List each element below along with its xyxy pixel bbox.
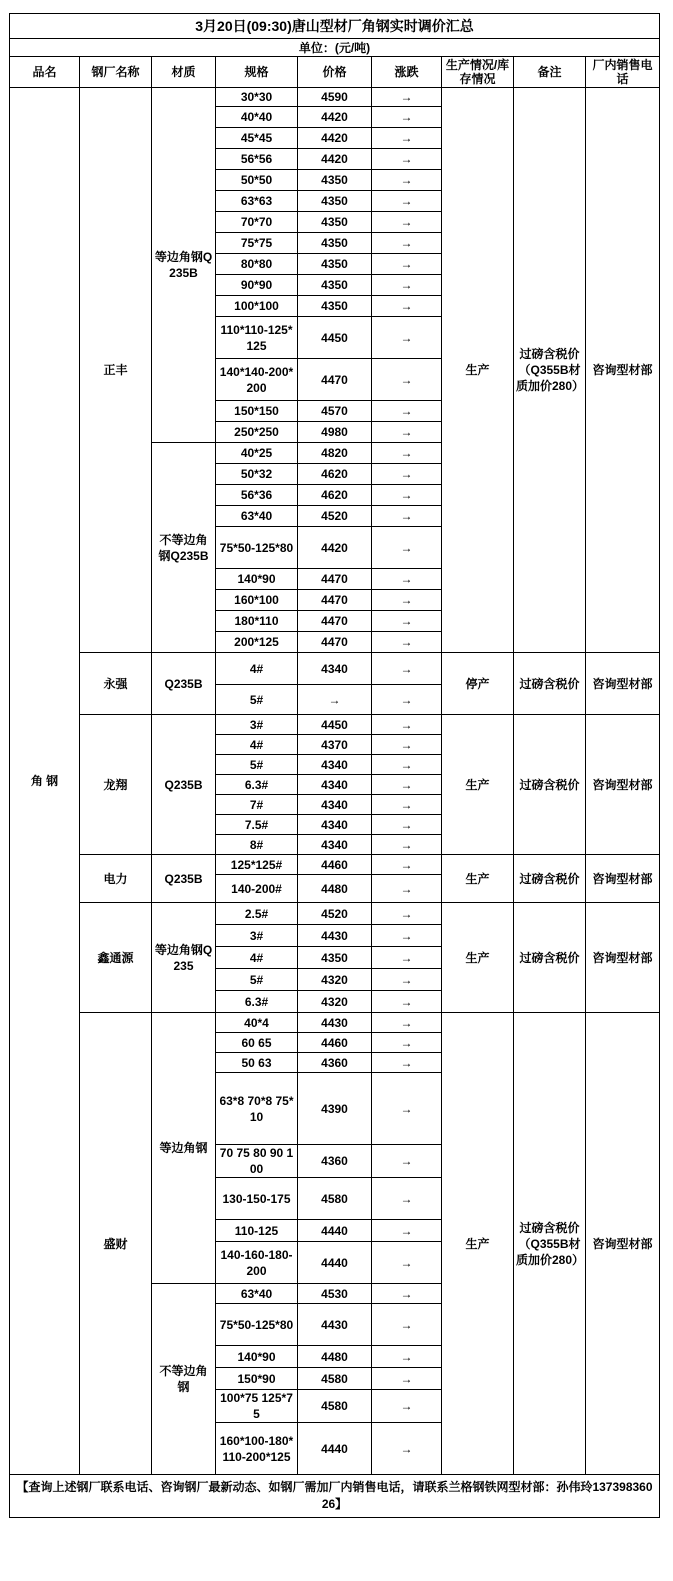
table-row (10, 715, 660, 735)
material-cell: Q235B (152, 715, 216, 855)
status-cell: 生产 (442, 903, 514, 1013)
material-cell: 等边角钢Q235B (152, 88, 216, 443)
change-cell: → (372, 275, 442, 296)
material-cell: 等边角钢Q235 (152, 903, 216, 1013)
product-name-cell: 角 钢 (10, 88, 80, 1475)
price-cell: 4440 (298, 1423, 372, 1475)
spec-cell: 125*125# (216, 855, 298, 875)
change-cell: → (372, 359, 442, 401)
change-cell: → (372, 1346, 442, 1368)
change-cell: → (372, 317, 442, 359)
table-row (10, 653, 660, 685)
spec-cell: 70*70 (216, 212, 298, 233)
price-cell: 4420 (298, 149, 372, 170)
price-cell: 4350 (298, 170, 372, 191)
spec-cell: 150*90 (216, 1368, 298, 1390)
material-cell: 不等边角钢Q235B (152, 443, 216, 653)
price-cell: 4440 (298, 1242, 372, 1284)
price-cell: 4360 (298, 1145, 372, 1178)
change-cell: → (372, 795, 442, 815)
change-cell: → (372, 775, 442, 795)
spec-cell: 50*50 (216, 170, 298, 191)
change-cell: → (372, 685, 442, 715)
price-cell: 4460 (298, 1033, 372, 1053)
spec-cell: 56*36 (216, 485, 298, 506)
spec-cell: 140*90 (216, 569, 298, 590)
change-cell: → (372, 755, 442, 775)
material-cell: 不等边角钢 (152, 1284, 216, 1475)
change-cell: → (372, 1178, 442, 1220)
spec-cell: 50 63 (216, 1053, 298, 1073)
change-cell: → (372, 128, 442, 149)
price-cell: 4340 (298, 653, 372, 685)
price-cell: 4370 (298, 735, 372, 755)
price-cell: 4350 (298, 191, 372, 212)
spec-cell: 8# (216, 835, 298, 855)
change-cell: → (372, 1145, 442, 1178)
price-cell: 4440 (298, 1220, 372, 1242)
table-row (10, 1013, 660, 1033)
price-cell: 4480 (298, 875, 372, 903)
price-cell: 4580 (298, 1178, 372, 1220)
change-cell: → (372, 855, 442, 875)
header-price: 价格 (298, 57, 372, 88)
phone-cell: 咨询型材部 (586, 88, 660, 653)
spec-cell: 160*100 (216, 590, 298, 611)
change-cell: → (372, 590, 442, 611)
spec-cell: 75*50-125*80 (216, 1304, 298, 1346)
change-cell: → (372, 632, 442, 653)
remark-cell: 过磅含税价 (514, 903, 586, 1013)
header-material: 材质 (152, 57, 216, 88)
price-cell: 4390 (298, 1073, 372, 1145)
spec-cell: 140-200# (216, 875, 298, 903)
mill-name-cell: 正丰 (80, 88, 152, 653)
price-cell: → (298, 685, 372, 715)
price-cell: 4350 (298, 947, 372, 969)
price-cell: 4820 (298, 443, 372, 464)
change-cell: → (372, 1033, 442, 1053)
spec-cell: 40*40 (216, 107, 298, 128)
change-cell: → (372, 254, 442, 275)
price-cell: 4520 (298, 506, 372, 527)
change-cell: → (372, 443, 442, 464)
change-cell: → (372, 149, 442, 170)
price-cell: 4520 (298, 903, 372, 925)
price-cell: 4480 (298, 1346, 372, 1368)
status-cell: 生产 (442, 1013, 514, 1475)
status-cell: 生产 (442, 715, 514, 855)
change-cell: → (372, 464, 442, 485)
change-cell: → (372, 569, 442, 590)
phone-cell: 咨询型材部 (586, 715, 660, 855)
price-cell: 4360 (298, 1053, 372, 1073)
remark-cell: 过磅含税价（Q355B材质加价280） (514, 88, 586, 653)
status-cell: 停产 (442, 653, 514, 715)
table-row (10, 903, 660, 925)
spec-cell: 6.3# (216, 991, 298, 1013)
price-cell: 4980 (298, 422, 372, 443)
spec-cell: 140*90 (216, 1346, 298, 1368)
change-cell: → (372, 527, 442, 569)
spec-cell: 40*25 (216, 443, 298, 464)
change-cell: → (372, 947, 442, 969)
spec-cell: 4# (216, 947, 298, 969)
price-cell: 4470 (298, 590, 372, 611)
spec-cell: 200*125 (216, 632, 298, 653)
price-summary-sheet (9, 13, 659, 1518)
spec-cell: 140*140-200*200 (216, 359, 298, 401)
contact-notice: 【查询上述钢厂联系电话、咨询钢厂最新动态、如钢厂需加厂内销售电话，请联系兰格钢铁网型材部：孙伟玲13739836026】 (10, 1475, 660, 1518)
change-cell: → (372, 1390, 442, 1423)
spec-cell: 70 75 80 90 100 (216, 1145, 298, 1178)
spec-cell: 110*110-125*125 (216, 317, 298, 359)
spec-cell: 250*250 (216, 422, 298, 443)
material-cell: Q235B (152, 653, 216, 715)
price-cell: 4350 (298, 296, 372, 317)
spec-cell: 140-160-180-200 (216, 1242, 298, 1284)
price-table (9, 13, 660, 1518)
change-cell: → (372, 925, 442, 947)
price-cell: 4350 (298, 233, 372, 254)
header-remark: 备注 (514, 57, 586, 88)
spec-cell: 50*32 (216, 464, 298, 485)
change-cell: → (372, 815, 442, 835)
change-cell: → (372, 422, 442, 443)
spec-cell: 130-150-175 (216, 1178, 298, 1220)
price-cell: 4620 (298, 485, 372, 506)
price-cell: 4340 (298, 755, 372, 775)
phone-cell: 咨询型材部 (586, 1013, 660, 1475)
change-cell: → (372, 506, 442, 527)
price-cell: 4580 (298, 1368, 372, 1390)
change-cell: → (372, 1013, 442, 1033)
mill-name-cell: 鑫通源 (80, 903, 152, 1013)
price-cell: 4530 (298, 1284, 372, 1304)
price-cell: 4580 (298, 1390, 372, 1423)
spec-cell: 5# (216, 685, 298, 715)
change-cell: → (372, 1423, 442, 1475)
spec-cell: 63*63 (216, 191, 298, 212)
material-cell: 等边角钢 (152, 1013, 216, 1284)
price-cell: 4460 (298, 855, 372, 875)
mill-name-cell: 龙翔 (80, 715, 152, 855)
status-cell: 生产 (442, 855, 514, 903)
price-cell: 4470 (298, 611, 372, 632)
spec-cell: 63*40 (216, 506, 298, 527)
header-mill: 钢厂名称 (80, 57, 152, 88)
change-cell: → (372, 170, 442, 191)
phone-cell: 咨询型材部 (586, 855, 660, 903)
spec-cell: 110-125 (216, 1220, 298, 1242)
spec-cell: 45*45 (216, 128, 298, 149)
change-cell: → (372, 1368, 442, 1390)
price-cell: 4350 (298, 275, 372, 296)
price-cell: 4450 (298, 715, 372, 735)
change-cell: → (372, 1073, 442, 1145)
spec-cell: 4# (216, 653, 298, 685)
header-status: 生产情况/库存情况 (442, 57, 514, 88)
spec-cell: 90*90 (216, 275, 298, 296)
header-product: 品名 (10, 57, 80, 88)
mill-name-cell: 电力 (80, 855, 152, 903)
change-cell: → (372, 1284, 442, 1304)
spec-cell: 180*110 (216, 611, 298, 632)
price-cell: 4420 (298, 527, 372, 569)
price-cell: 4350 (298, 212, 372, 233)
spec-cell: 100*75 125*75 (216, 1390, 298, 1423)
price-cell: 4430 (298, 1304, 372, 1346)
price-cell: 4470 (298, 359, 372, 401)
change-cell: → (372, 903, 442, 925)
table-title: 3月20日(09:30)唐山型材厂角钢实时调价汇总 (10, 14, 660, 39)
price-cell: 4420 (298, 128, 372, 149)
spec-cell: 40*4 (216, 1013, 298, 1033)
price-cell: 4450 (298, 317, 372, 359)
change-cell: → (372, 233, 442, 254)
change-cell: → (372, 212, 442, 233)
change-cell: → (372, 1220, 442, 1242)
change-cell: → (372, 485, 442, 506)
remark-cell: 过磅含税价 (514, 855, 586, 903)
spec-cell: 75*50-125*80 (216, 527, 298, 569)
notice-row (10, 1475, 660, 1518)
mill-name-cell: 永强 (80, 653, 152, 715)
mill-name-cell: 盛财 (80, 1013, 152, 1475)
spec-cell: 30*30 (216, 88, 298, 107)
spec-cell: 80*80 (216, 254, 298, 275)
spec-cell: 6.3# (216, 775, 298, 795)
change-cell: → (372, 1242, 442, 1284)
spec-cell: 7.5# (216, 815, 298, 835)
remark-cell: 过磅含税价（Q355B材质加价280） (514, 1013, 586, 1475)
remark-cell: 过磅含税价 (514, 715, 586, 855)
change-cell: → (372, 611, 442, 632)
change-cell: → (372, 1053, 442, 1073)
change-cell: → (372, 735, 442, 755)
spec-cell: 100*100 (216, 296, 298, 317)
phone-cell: 咨询型材部 (586, 653, 660, 715)
change-cell: → (372, 715, 442, 735)
price-cell: 4340 (298, 835, 372, 855)
price-cell: 4620 (298, 464, 372, 485)
spec-cell: 4# (216, 735, 298, 755)
price-cell: 4320 (298, 991, 372, 1013)
spec-cell: 75*75 (216, 233, 298, 254)
remark-cell: 过磅含税价 (514, 653, 586, 715)
price-cell: 4340 (298, 775, 372, 795)
header-phone: 厂内销售电话 (586, 57, 660, 88)
spec-cell: 60 65 (216, 1033, 298, 1053)
price-cell: 4420 (298, 107, 372, 128)
price-cell: 4340 (298, 815, 372, 835)
spec-cell: 3# (216, 715, 298, 735)
spec-cell: 63*8 70*8 75*10 (216, 1073, 298, 1145)
spec-cell: 63*40 (216, 1284, 298, 1304)
change-cell: → (372, 88, 442, 107)
price-cell: 4570 (298, 401, 372, 422)
spec-cell: 5# (216, 755, 298, 775)
price-cell: 4470 (298, 569, 372, 590)
change-cell: → (372, 296, 442, 317)
change-cell: → (372, 835, 442, 855)
change-cell: → (372, 1304, 442, 1346)
unit-label: 单位：(元/吨) (10, 39, 660, 57)
spec-cell: 56*56 (216, 149, 298, 170)
spec-cell: 150*150 (216, 401, 298, 422)
spec-cell: 3# (216, 925, 298, 947)
change-cell: → (372, 107, 442, 128)
spec-cell: 2.5# (216, 903, 298, 925)
spec-cell: 7# (216, 795, 298, 815)
price-cell: 4320 (298, 969, 372, 991)
phone-cell: 咨询型材部 (586, 903, 660, 1013)
change-cell: → (372, 875, 442, 903)
price-cell: 4430 (298, 925, 372, 947)
material-cell: Q235B (152, 855, 216, 903)
spec-cell: 5# (216, 969, 298, 991)
spec-cell: 160*100-180*110-200*125 (216, 1423, 298, 1475)
price-cell: 4470 (298, 632, 372, 653)
table-row (10, 855, 660, 875)
price-cell: 4350 (298, 254, 372, 275)
table-row (10, 88, 660, 107)
change-cell: → (372, 991, 442, 1013)
change-cell: → (372, 653, 442, 685)
change-cell: → (372, 401, 442, 422)
header-spec: 规格 (216, 57, 298, 88)
price-cell: 4340 (298, 795, 372, 815)
change-cell: → (372, 191, 442, 212)
header-change: 涨跌 (372, 57, 442, 88)
change-cell: → (372, 969, 442, 991)
price-cell: 4430 (298, 1013, 372, 1033)
status-cell: 生产 (442, 88, 514, 653)
price-cell: 4590 (298, 88, 372, 107)
